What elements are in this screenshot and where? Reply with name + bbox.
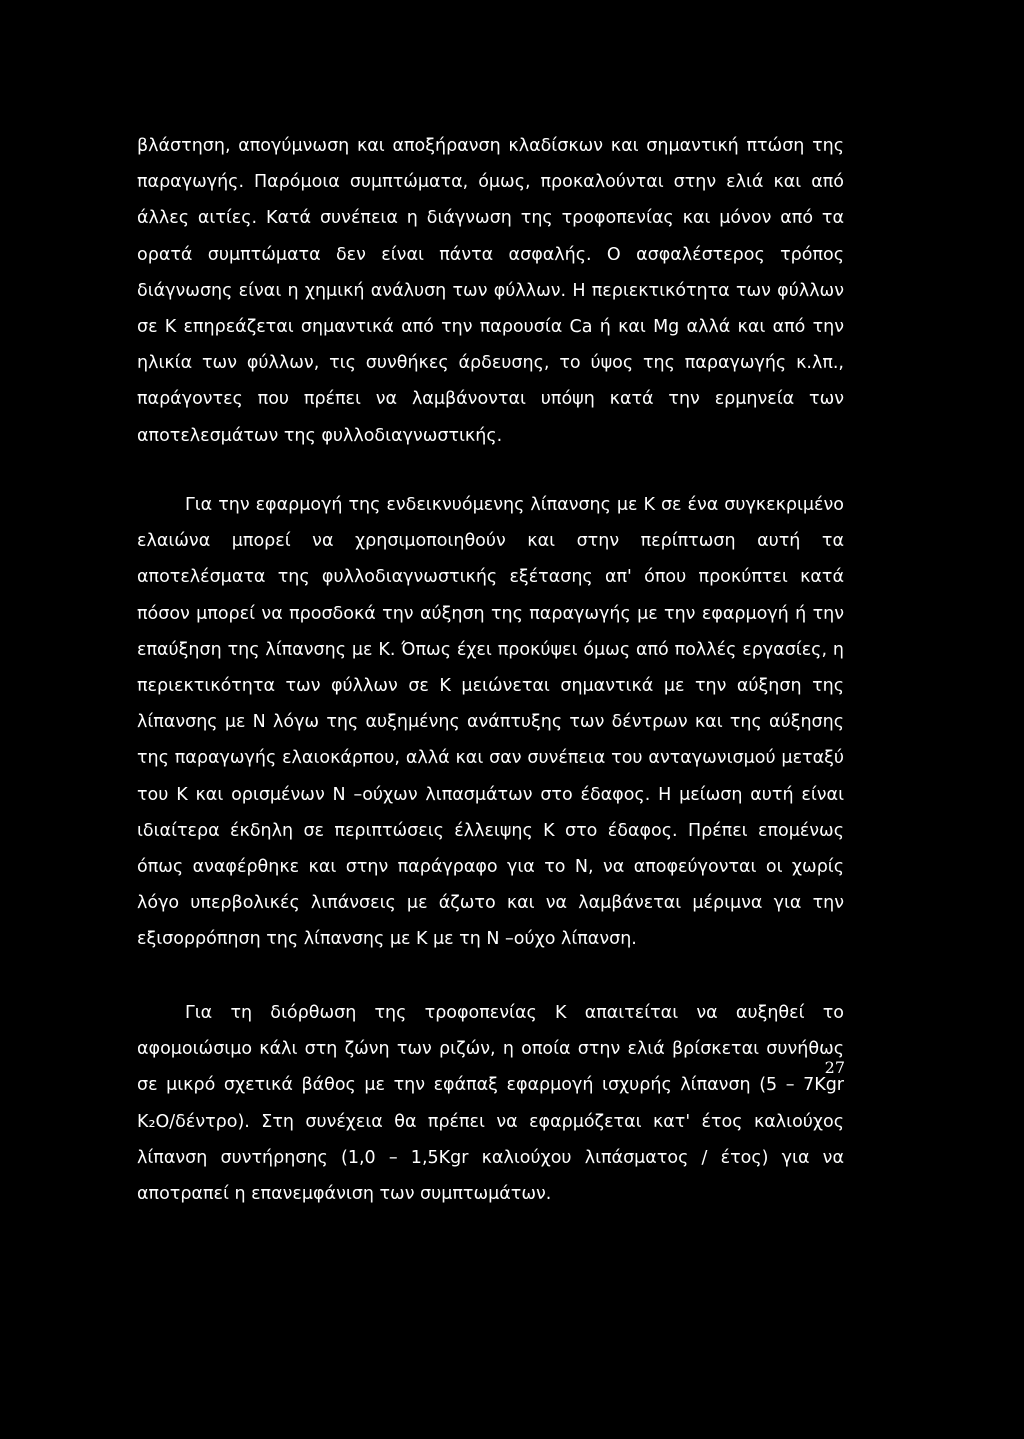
paragraph-1	[137, 128, 844, 454]
paragraph-3-text: Για τη διόρθωση της τροφοπενίας K απαιτείται να αυξηθεί το αφομοιώσιμο κάλι στη ζώνη των ριζών, η οποία στην ελιά βρίσκεται συνήθως σε μικρό σχετικά βάθος με την εφάπαξ εφαρμογή ισχυρής λίπανση (5 – 7Kgr K₂O/δέντρο). Στη συνέχεια θα πρέπει να εφαρμόζεται κατ' έτος καλιούχος λίπανση συντήρησης (1,0 – 1,5Kgr καλιούχου λιπάσματος / έτος) για να αποτραπεί η επανεμφάνιση των συμπτωμάτων.	[137, 1003, 844, 1205]
page-number: 27	[824, 1058, 845, 1077]
paragraph-3	[137, 995, 844, 1212]
paragraph-1-text: βλάστηση, απογύμνωση και αποξήρανση κλαδίσκων και σημαντική πτώση της παραγωγής. Παρόμοια συμπτώματα, όμως, προκαλούνται στην ελιά και από άλλες αιτίες. Κατά συνέπεια η διάγνωση της τροφοπενίας και μόνον από τα ορατά συμπτώματα δεν είναι πάντα ασφαλής. Ο ασφαλέστερος τρόπος διάγνωσης είναι η χημική ανάλυση των φύλλων. Η περιεκτικότητα των φύλλων σε K επηρεάζεται σημαντικά από την παρουσία Ca ή και Mg αλλά και από την ηλικία των φύλλων, τις συνθήκες άρδευσης, το ύψος της παραγωγής κ.λπ., παράγοντες που πρέπει να λαμβάνονται υπόψη κατά την ερμηνεία των αποτελεσμάτων της φυλλοδιαγνωστικής.	[137, 136, 844, 446]
paragraph-2	[137, 487, 844, 958]
paragraph-2-text: Για την εφαρμογή της ενδεικνυόμενης λίπανσης με K σε ένα συγκεκριμένο ελαιώνα μπορεί να χρησιμοποιηθούν και στην περίπτωση αυτή τα αποτελέσματα της φυλλοδιαγνωστικής εξέτασης απ' όπου προκύπτει κατά πόσον μπορεί να προσδοκά την αύξηση της παραγωγής με την εφαρμογή ή την επαύξηση της λίπανσης με K. Όπως έχει προκύψει όμως από πολλές εργασίες, η περιεκτικότητα των φύλλων σε K μειώνεται σημαντικά με την αύξηση της λίπανσης με N λόγω της αυξημένης ανάπτυξης των δέντρων και της αύξησης της παραγωγής ελαιοκάρπου, αλλά και σαν συνέπεια του ανταγωνισμού μεταξύ του K και ορισμένων N –ούχων λιπασμάτων στο έδαφος. Η μείωση αυτή είναι ιδιαίτερα έκδηλη σε περιπτώσεις έλλειψης K στο έδαφος. Πρέπει επομένως όπως αναφέρθηκε και στην παράγραφο για το N, να αποφεύγονται οι χωρίς λόγο υπερβολικές λιπάνσεις με άζωτο και να λαμβάνεται μέριμνα για την εξισορρόπηση της λίπανσης με K με τη N –ούχο λίπανση.	[137, 495, 844, 950]
